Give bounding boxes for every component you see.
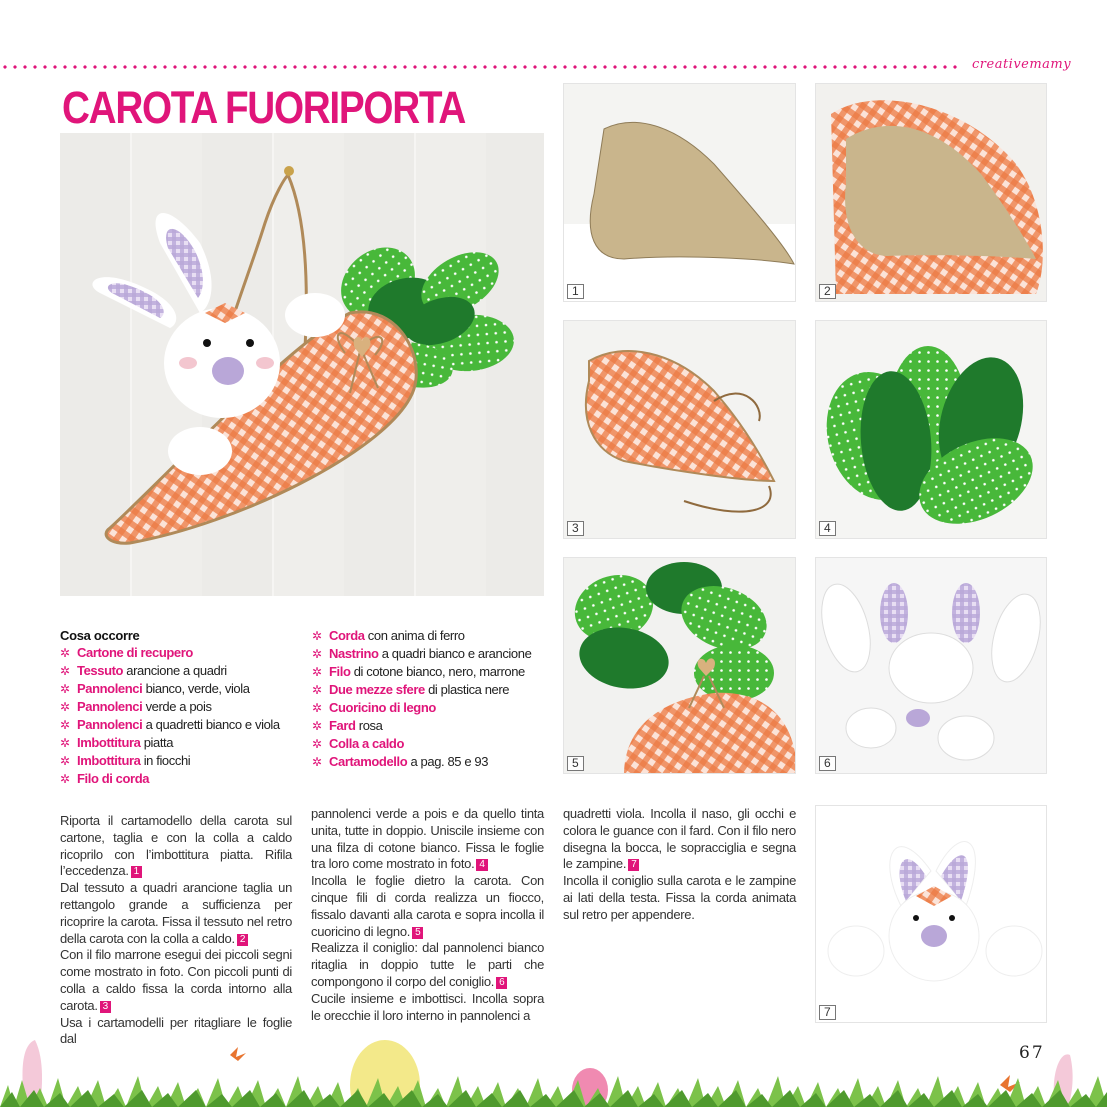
flower-bullet-icon: ✲ (312, 701, 322, 715)
green-leaves-icon (816, 321, 1047, 539)
material-detail: di plastica nere (424, 682, 510, 697)
material-detail: arancione a quadri (123, 663, 227, 678)
material-detail: verde a pois (142, 699, 212, 714)
instruction-paragraph: Con il filo marrone esegui dei piccoli segni come mostrato in foto. Con piccoli punti di colla a caldo fissa la corda intorno alla carota. 3 (60, 947, 292, 1013)
flower-bullet-icon: ✲ (312, 755, 322, 769)
flower-bullet-icon: ✲ (60, 646, 70, 660)
instructions-column-2 (311, 806, 544, 1024)
material-item (312, 645, 531, 663)
material-item (312, 753, 531, 771)
instruction-paragraph: Dal tessuto a quadri arancione taglia un rettangolo grande a sufficienza per ricoprire la carota. Fissa il tessuto nel retro della carota con la colla a caldo. 2 (60, 880, 292, 946)
carrot-bunny-illustration (60, 133, 544, 596)
materials-list-2 (312, 627, 531, 771)
flower-bullet-icon: ✲ (312, 665, 322, 679)
materials-list-1 (60, 644, 280, 788)
material-name: Colla a caldo (329, 736, 404, 751)
instruction-paragraph: Riporta il cartamodello della carota sul cartone, taglia e con la colla a caldo ricoprilo con l’imbottitura piatta. Rifila l’eccedenza. 1 (60, 813, 292, 879)
flower-bullet-icon: ✲ (312, 737, 322, 751)
step-photo-2 (815, 83, 1047, 302)
material-item (312, 735, 531, 753)
material-name: Filo (329, 664, 351, 679)
material-name: Pannolenci (77, 717, 143, 732)
material-name: Tessuto (77, 663, 124, 678)
instruction-paragraph: pannolenci verde a pois e da quello tinta unita, tutte in doppio. Uniscile insieme con una filza di cotone bianco. Fissa le foglie tra loro come mostrato in foto. 4 (311, 806, 544, 872)
step-number: 3 (567, 521, 584, 536)
material-item (312, 699, 531, 717)
step-marker: 6 (496, 977, 507, 989)
instruction-paragraph: quadretti viola. Incolla il naso, gli occhi e colora le guance con il fard. Con il filo nero disegna la bocca, le sopracciglia e segna le zampine. 7 (563, 806, 796, 872)
page-number: 67 (1019, 1043, 1045, 1063)
instructions-column-1 (60, 813, 292, 1048)
material-detail: bianco, verde, viola (142, 681, 250, 696)
instruction-paragraph: Realizza il coniglio: dal pannolenci bianco ritaglia in doppio tutte le parti che compongono il corpo del coniglio. 6 (311, 940, 544, 989)
material-item (60, 698, 280, 716)
material-item (312, 717, 531, 735)
felt-bunny-parts-icon (816, 558, 1047, 774)
step-number: 7 (819, 1005, 836, 1020)
step-photo-6 (815, 557, 1047, 774)
material-item (60, 752, 280, 770)
flower-bullet-icon: ✲ (60, 682, 70, 696)
material-name: Pannolenci (77, 699, 143, 714)
step-number: 5 (567, 756, 584, 771)
bunny-assembled-icon (816, 806, 1047, 1023)
step-photo-7 (815, 805, 1047, 1023)
material-name: Corda (329, 628, 365, 643)
flower-bullet-icon: ✲ (60, 772, 70, 786)
material-item (60, 716, 280, 734)
material-detail: di cotone bianco, nero, marrone (350, 664, 525, 679)
flower-bullet-icon: ✲ (60, 664, 70, 678)
material-detail: con anima di ferro (364, 628, 465, 643)
instructions-column-3 (563, 806, 796, 924)
materials-heading: Cosa occorre (60, 628, 140, 643)
flower-bullet-icon: ✲ (312, 647, 322, 661)
material-name: Cuoricino di legno (329, 700, 436, 715)
material-name: Imbottitura (77, 735, 141, 750)
flower-bullet-icon: ✲ (60, 754, 70, 768)
material-name: Imbottitura (77, 753, 141, 768)
step-marker: 5 (412, 927, 423, 939)
material-name: Cartamodello (329, 754, 408, 769)
step-marker: 1 (131, 866, 142, 878)
instruction-paragraph: Usa i cartamodelli per ritagliare le foglie dal (60, 1014, 292, 1047)
step-marker: 3 (100, 1001, 111, 1013)
material-detail: a quadretti bianco e viola (142, 717, 280, 732)
butterfly-icon (230, 1047, 246, 1061)
step-marker: 7 (628, 859, 639, 871)
instruction-paragraph: Incolla il coniglio sulla carota e le zampine ai lati della testa. Fissa la corda animata sul retro per appendere. (563, 873, 796, 922)
material-name: Nastrino (329, 646, 379, 661)
material-detail: a pag. 85 e 93 (407, 754, 489, 769)
material-name: Filo di corda (77, 771, 150, 786)
stitched-carrot-icon (564, 321, 796, 539)
brand-logo: creativemamy (972, 57, 1072, 72)
cardboard-carrot-icon (564, 84, 796, 302)
step-number: 1 (567, 284, 584, 299)
dotted-rule (0, 64, 958, 70)
flower-bullet-icon: ✲ (60, 736, 70, 750)
flower-bullet-icon: ✲ (60, 718, 70, 732)
step-photo-4 (815, 320, 1047, 539)
material-detail: in fiocchi (140, 753, 191, 768)
material-item (60, 662, 280, 680)
main-photo (60, 133, 544, 596)
instruction-paragraph: Cucile insieme e imbottisci. Incolla sopra le orecchie il loro interno in pannolenci a (311, 990, 544, 1023)
page-title: CAROTA FUORIPORTA (62, 82, 466, 133)
step-number: 2 (819, 284, 836, 299)
material-name: Cartone di recupero (77, 645, 193, 660)
step-marker: 2 (237, 934, 248, 946)
step-marker: 4 (476, 859, 487, 871)
material-detail: piatta (140, 735, 174, 750)
flower-bullet-icon: ✲ (312, 683, 322, 697)
material-name: Due mezze sfere (329, 682, 425, 697)
carrot-with-leaves-icon (564, 558, 796, 774)
step-photo-5 (563, 557, 796, 774)
step-number: 4 (819, 521, 836, 536)
grass-footer-icon (0, 1030, 1107, 1107)
material-name: Fard (329, 718, 356, 733)
material-item (312, 627, 531, 645)
material-detail: a quadri bianco e arancione (378, 646, 532, 661)
material-detail: rosa (355, 718, 383, 733)
flower-bullet-icon: ✲ (60, 700, 70, 714)
material-item (60, 770, 280, 788)
flower-bullet-icon: ✲ (312, 629, 322, 643)
step-photo-3 (563, 320, 796, 539)
material-name: Pannolenci (77, 681, 143, 696)
gingham-carrot-icon (816, 84, 1047, 302)
step-number: 6 (819, 756, 836, 771)
step-photo-1 (563, 83, 796, 302)
instruction-paragraph: Incolla le foglie dietro la carota. Con cinque fili di corda realizza un fiocco, fissalo davanti alla carota e sopra incolla il cuoricino di legno. 5 (311, 873, 544, 939)
flower-bullet-icon: ✲ (312, 719, 322, 733)
material-item (60, 734, 280, 752)
material-item (60, 680, 280, 698)
material-item (312, 681, 531, 699)
material-item (312, 663, 531, 681)
material-item (60, 644, 280, 662)
